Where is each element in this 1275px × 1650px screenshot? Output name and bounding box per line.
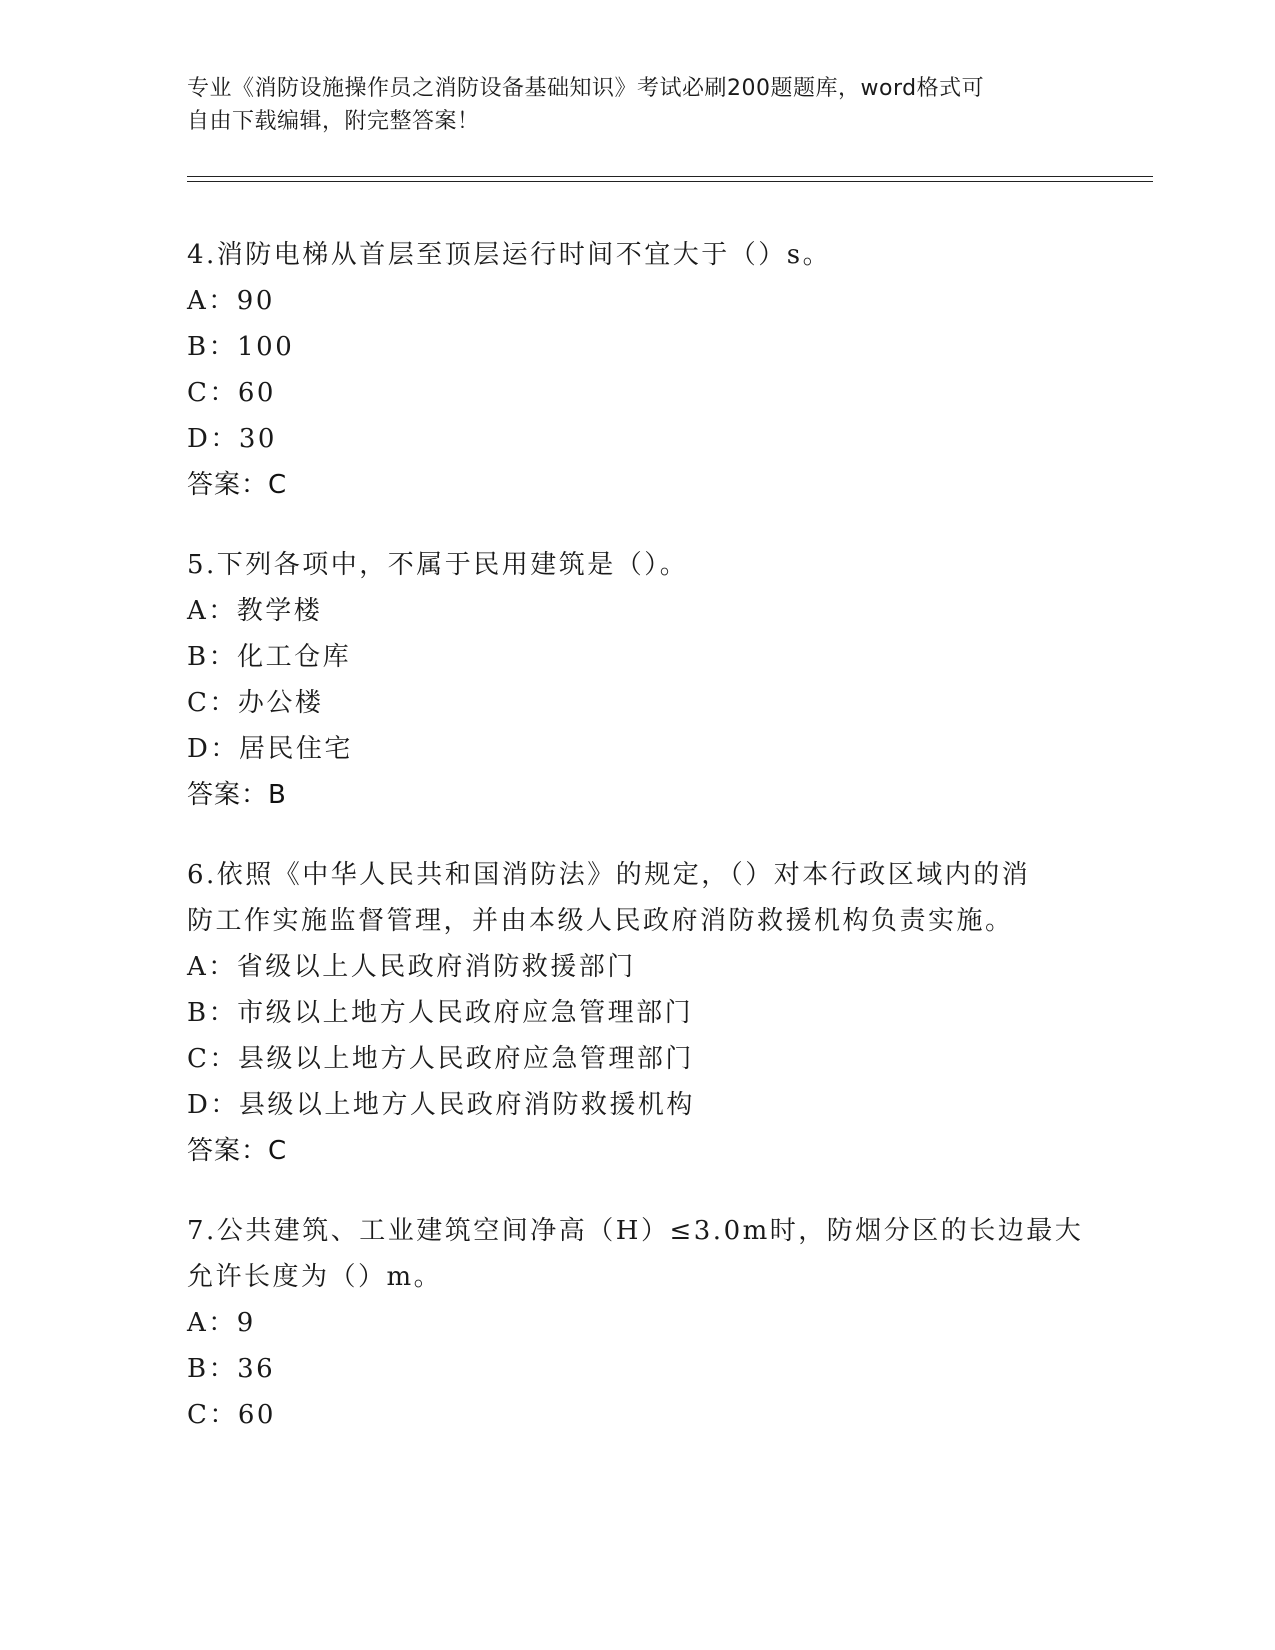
question-6 (187, 852, 1087, 1174)
option-d: D：30 (187, 424, 277, 454)
question-text: 允许长度为（）m。 (187, 1262, 443, 1292)
option-d: D：居民住宅 (187, 734, 353, 764)
option-a: A：9 (187, 1308, 256, 1338)
question-7 (187, 1208, 1087, 1438)
question-5 (187, 542, 1087, 818)
document-header (187, 72, 1087, 138)
header-divider-top (187, 176, 1153, 177)
answer: 答案：B (187, 780, 287, 810)
answer: 答案：C (187, 1136, 288, 1166)
option-a: A：省级以上人民政府消防救援部门 (187, 952, 636, 982)
option-c: C：办公楼 (187, 688, 324, 718)
option-a: A：90 (187, 286, 275, 316)
question-text: 5.下列各项中，不属于民用建筑是（）。 (187, 550, 689, 580)
option-b: B：市级以上地方人民政府应急管理部门 (187, 998, 694, 1028)
header-divider-bottom (187, 181, 1153, 182)
option-d: D：县级以上地方人民政府消防救援机构 (187, 1090, 695, 1120)
question-4 (187, 232, 1087, 508)
question-text: 4.消防电梯从首层至顶层运行时间不宜大于（）s。 (187, 240, 832, 270)
option-b: B：36 (187, 1354, 276, 1384)
option-a: A：教学楼 (187, 596, 323, 626)
question-text: 防工作实施监督管理，并由本级人民政府消防救援机构负责实施。 (187, 906, 1014, 936)
header-line: 自由下载编辑，附完整答案！ (187, 109, 480, 134)
option-b: B：100 (187, 332, 295, 362)
option-c: C：县级以上地方人民政府应急管理部门 (187, 1044, 694, 1074)
header-line: 专业《消防设施操作员之消防设备基础知识》考试必刷200题题库，word格式可 (187, 76, 985, 101)
question-list (187, 232, 1087, 1472)
answer: 答案：C (187, 470, 288, 500)
option-c: C：60 (187, 378, 276, 408)
option-b: B：化工仓库 (187, 642, 352, 672)
option-c: C：60 (187, 1400, 276, 1430)
question-text: 7.公共建筑、工业建筑空间净高（H）≤3.0m时，防烟分区的长边最大 (187, 1216, 1084, 1246)
question-text: 6.依照《中华人民共和国消防法》的规定，（）对本行政区域内的消 (187, 860, 1031, 890)
